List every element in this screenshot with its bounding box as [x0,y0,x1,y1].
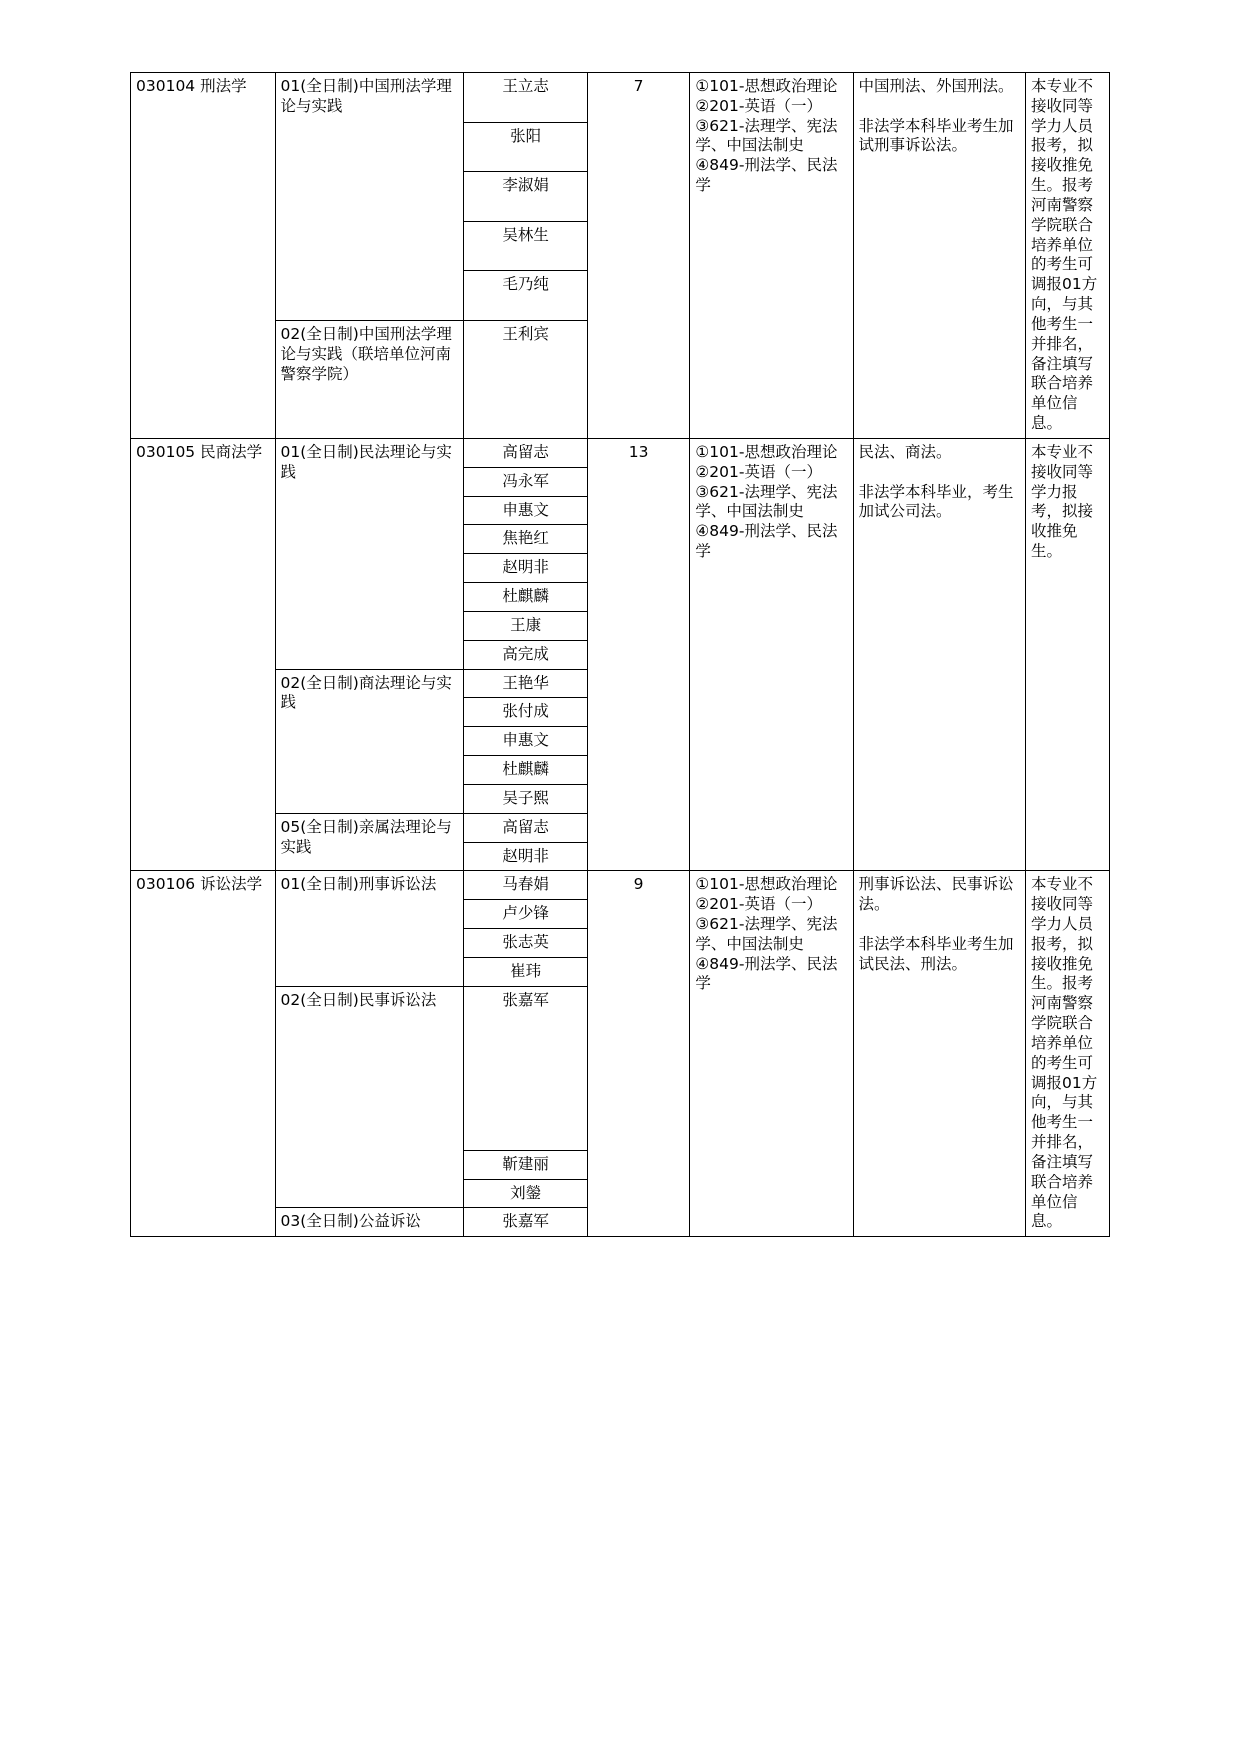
spacer-line [859,915,1020,935]
direction-cell: 02(全日制)商法理论与实践 [275,669,464,813]
direction-cell: 01(全日制)中国刑法学理论与实践 [275,73,464,321]
quota-cell: 9 [587,871,690,1237]
admissions-table [130,72,1110,1237]
direction-cell: 05(全日制)亲属法理论与实践 [275,813,464,871]
quota-cell: 13 [587,438,690,870]
tutor-cell: 申惠文 [464,727,588,756]
spacer-line [859,463,1020,483]
tutor-cell: 赵明非 [464,842,588,871]
exam-subject-line: ③621-法理学、宪法学、中国法制史 [695,914,838,953]
tutor-cell: 焦艳红 [464,525,588,554]
tutor-cell: 刘鎣 [464,1179,588,1208]
tutor-cell: 张阳 [464,122,588,172]
major-cell: 030106 诉讼法学 [131,871,276,1237]
retest-line: 非法学本科毕业考生加试刑事诉讼法。 [858,116,1014,155]
retest-subjects-cell [853,73,1025,439]
direction-cell: 01(全日制)民法理论与实践 [275,438,464,669]
table-row [131,438,1110,467]
exam-subject-line: ④849-刑法学、民法学 [695,522,838,561]
table-row [131,871,1110,900]
tutor-cell: 杜麒麟 [464,756,588,785]
table-row [131,73,1110,123]
retest-line: 非法学本科毕业考生加试民法、刑法。 [858,934,1014,973]
quota-cell: 7 [587,73,690,439]
major-cell: 030104 刑法学 [131,73,276,439]
note-cell: 本专业不接收同等学力报考，拟接收推免生。 [1026,438,1110,870]
tutor-cell: 吴林生 [464,221,588,271]
exam-subject-line: ③621-法理学、宪法学、中国法制史 [695,482,838,521]
note-cell: 本专业不接收同等学力人员报考，拟接收推免生。报考河南警察学院联合培养单位的考生可调报01方向，与其他考生一并排名，备注填写联合培养单位信息。 [1026,871,1110,1237]
tutor-cell: 张付成 [464,698,588,727]
exam-subject-line: ②201-英语（一） [695,895,822,914]
exam-subjects-cell [690,73,853,439]
direction-cell: 02(全日制)民事诉讼法 [275,986,464,1208]
tutor-cell: 高留志 [464,813,588,842]
tutor-cell: 卢少锋 [464,900,588,929]
direction-cell: 02(全日制)中国刑法学理论与实践（联培单位河南警察学院） [275,321,464,439]
spacer-line [859,97,1020,117]
tutor-cell: 张嘉军 [464,1208,588,1237]
exam-subject-line: ③621-法理学、宪法学、中国法制史 [695,116,838,155]
tutor-cell: 王利宾 [464,321,588,439]
exam-subject-line: ②201-英语（一） [695,96,822,115]
direction-cell: 01(全日制)刑事诉讼法 [275,871,464,986]
tutor-cell: 崔玮 [464,957,588,986]
tutor-cell: 张嘉军 [464,986,588,1150]
tutor-cell: 杜麒麟 [464,583,588,612]
tutor-cell: 李淑娟 [464,172,588,222]
tutor-cell: 张志英 [464,928,588,957]
tutor-cell: 赵明非 [464,554,588,583]
tutor-cell: 王艳华 [464,669,588,698]
note-cell: 本专业不接收同等学力人员报考，拟接收推免生。报考河南警察学院联合培养单位的考生可调报01方向，与其他考生一并排名，备注填写联合培养单位信息。 [1026,73,1110,439]
tutor-cell: 高完成 [464,640,588,669]
tutor-cell: 靳建丽 [464,1150,588,1179]
exam-subject-line: ④849-刑法学、民法学 [695,156,838,195]
retest-line: 刑事诉讼法、民事诉讼法。 [858,875,1014,914]
tutor-cell: 冯永军 [464,467,588,496]
exam-subject-line: ①101-思想政治理论 [695,77,838,95]
direction-cell: 03(全日制)公益诉讼 [275,1208,464,1237]
exam-subjects-cell [690,871,853,1237]
tutor-cell: 申惠文 [464,496,588,525]
exam-subject-line: ④849-刑法学、民法学 [695,954,838,993]
tutor-cell: 马春娟 [464,871,588,900]
major-cell: 030105 民商法学 [131,438,276,870]
retest-line: 中国刑法、外国刑法。 [858,77,1014,95]
document-page [130,72,1110,1237]
retest-line: 非法学本科毕业，考生加试公司法。 [858,482,1014,521]
retest-line: 民法、商法。 [858,442,952,461]
tutor-cell: 王立志 [464,73,588,123]
tutor-cell: 王康 [464,611,588,640]
exam-subjects-cell [690,438,853,870]
retest-subjects-cell [853,871,1025,1237]
exam-subject-line: ②201-英语（一） [695,462,822,481]
exam-subject-line: ①101-思想政治理论 [695,442,838,461]
exam-subject-line: ①101-思想政治理论 [695,875,838,894]
tutor-cell: 高留志 [464,438,588,467]
retest-subjects-cell [853,438,1025,870]
tutor-cell: 毛乃纯 [464,271,588,321]
tutor-cell: 吴子熙 [464,784,588,813]
